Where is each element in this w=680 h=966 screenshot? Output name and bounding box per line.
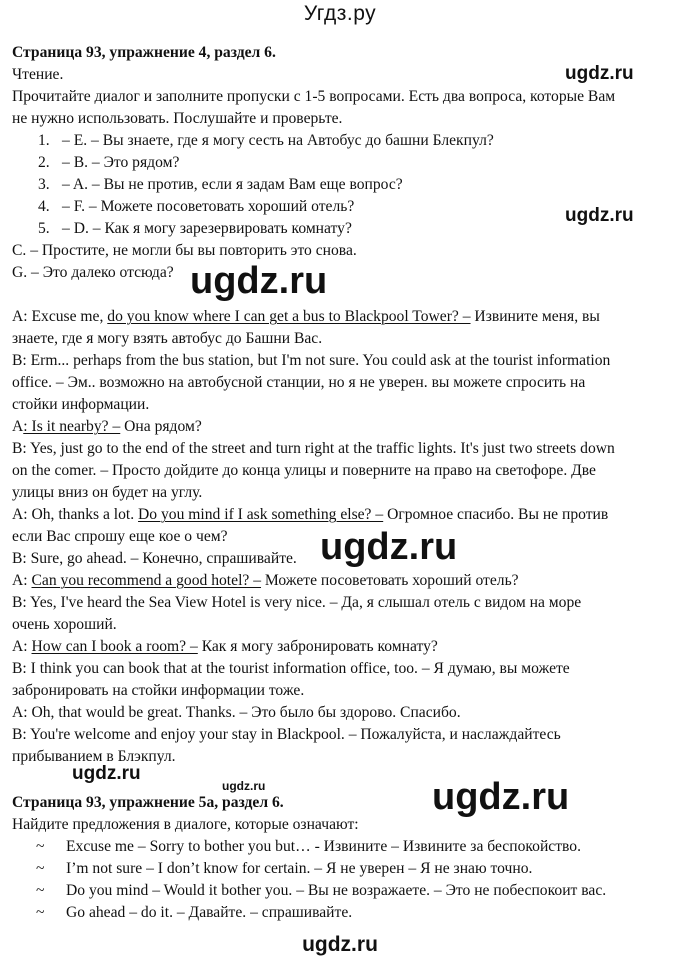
dialog-line: on the comer. – Просто дойдите до конца улицы и поверните на право на светофоре. Две (12, 462, 596, 479)
tilde-bullet-icon: ~ (36, 860, 45, 877)
dialog-speaker-text: A: (12, 572, 32, 589)
bullet-item (36, 904, 352, 921)
tilde-bullet-icon: ~ (36, 838, 45, 855)
dialog-line: забронировать на стойки информации тоже. (12, 682, 305, 699)
dialog-translation: Как я могу забронировать комнату? (197, 638, 438, 655)
bullet-item (36, 838, 581, 855)
list-item-text: – B. – Это рядом? (62, 154, 180, 171)
site-footer: ugdz.ru (302, 933, 378, 956)
dialog-speaker-text: A: (12, 638, 32, 655)
extra-question-g: G. – Это далеко отсюда? (12, 264, 174, 281)
dialog-translation: Огромное спасибо. Вы не против (383, 506, 609, 523)
bullet-item-text: Do you mind – Would it bother you. – Вы не возражаете. – Это не побеспокоит вас. (66, 882, 607, 899)
dialog-line: office. – Эм.. возможно на автобусной станции, но я не уверен. вы можете спросить на (12, 374, 586, 391)
dialog-speaker-text: A: Excuse me, (12, 308, 108, 325)
dialog-answer-underlined: How can I book a room? – (31, 638, 198, 655)
list-item-text: – D. – Как я могу зарезервировать комнату? (62, 220, 352, 237)
list-item-text: – A. – Вы не против, если я задам Вам еще вопрос? (62, 176, 403, 193)
bullet-item-text: Excuse me – Sorry to bother you but… - Извините – Извините за беспокойство. (66, 838, 581, 855)
extra-question-c: C. – Простите, не могли бы вы повторить это снова. (12, 242, 357, 259)
bullet-item-text: I’m not sure – I don’t know for certain. – Я не уверен – Я не знаю точно. (66, 860, 533, 877)
list-item-number: 5. (38, 220, 50, 237)
section2-title: Страница 93, упражнение 5a, раздел 6. (12, 794, 284, 811)
dialog-line: очень хороший. (12, 616, 117, 633)
dialog-line: стойки информации. (12, 396, 150, 413)
dialog-translation: Можете посоветовать хороший отель? (261, 572, 519, 589)
dialog-line: прибыванием в Блэкпул. (12, 748, 176, 765)
dialog-line: B: Sure, go ahead. – Конечно, спрашивайте. (12, 550, 297, 567)
watermark: ugdz.ru (222, 779, 266, 793)
dialog-line: B: I think you can book that at the tourist information office, too. – Я думаю, вы можете (12, 660, 570, 677)
list-item (38, 220, 352, 237)
dialog-answer-underlined: Can you recommend a good hotel? – (31, 572, 262, 589)
dialog-line: A: Oh, that would be great. Thanks. – Это было бы здорово. Спасибо. (12, 704, 461, 721)
section1-title: Страница 93, упражнение 4, раздел 6. (12, 44, 276, 61)
dialog-line (12, 506, 608, 523)
dialog-answer-underlined: : Is it nearby? – (23, 418, 121, 435)
dialog-line (12, 572, 519, 589)
section1-subtitle: Чтение. (12, 66, 64, 83)
dialog-translation: Она рядом? (120, 418, 202, 435)
dialog-line: B: Yes, just go to the end of the street and turn right at the traffic lights. It's just two streets down (12, 440, 615, 457)
dialog-line (12, 418, 202, 435)
watermark: ugdz.ru (565, 205, 634, 226)
tilde-bullet-icon: ~ (36, 882, 45, 899)
dialog-line: B: Yes, I've heard the Sea View Hotel is very nice. – Да, я слышал отель с видом на море (12, 594, 582, 611)
dialog-line (12, 308, 600, 325)
watermark: ugdz.ru (432, 776, 570, 818)
watermark: ugdz.ru (320, 526, 458, 568)
list-item (38, 132, 494, 149)
dialog-speaker-text: A: Oh, thanks a lot. (12, 506, 139, 523)
list-item (38, 198, 354, 215)
dialog-line: улицы вниз он будет на углу. (12, 484, 203, 501)
site-header: Угдз.ру (303, 2, 377, 25)
dialog-line: если Вас спрошу еще кое о чем? (12, 528, 228, 545)
list-item (38, 154, 179, 171)
bullet-item-text: Go ahead – do it. – Давайте. – спрашивайте. (66, 904, 353, 921)
dialog-line (12, 638, 438, 655)
dialog-speaker-text: A (12, 418, 24, 435)
list-item-text: – E. – Вы знаете, где я могу сесть на Автобус до башни Блекпул? (62, 132, 494, 149)
dialog-answer-underlined: do you know where I can get a bus to Blackpool Tower? – (107, 308, 471, 325)
list-item-text: – F. – Можете посоветовать хороший отель? (62, 198, 355, 215)
list-item (38, 176, 403, 193)
list-item-number: 2. (38, 154, 50, 171)
watermark: ugdz.ru (72, 763, 141, 784)
section2-intro: Найдите предложения в диалоге, которые означают: (12, 816, 359, 833)
list-item-number: 1. (38, 132, 50, 149)
section1-intro-line1: Прочитайте диалог и заполните пропуски с 1-5 вопросами. Есть два вопроса, которые Вам (12, 88, 616, 105)
section1-intro-line2: не нужно использовать. Послушайте и проверьте. (12, 110, 343, 127)
bullet-item (36, 882, 606, 899)
watermark: ugdz.ru (190, 260, 328, 302)
watermark: ugdz.ru (565, 63, 634, 84)
dialog-line: B: Erm... perhaps from the bus station, but I'm not sure. You could ask at the tourist information (12, 352, 611, 369)
tilde-bullet-icon: ~ (36, 904, 45, 921)
dialog-line: знаете, где я могу взять автобус до Башни Вас. (12, 330, 323, 347)
dialog-translation: Извините меня, вы (470, 308, 600, 325)
list-item-number: 3. (38, 176, 50, 193)
dialog-answer-underlined: Do you mind if I ask something else? – (138, 506, 384, 523)
list-item-number: 4. (38, 198, 50, 215)
bullet-item (36, 860, 532, 877)
dialog-line: B: You're welcome and enjoy your stay in Blackpool. – Пожалуйста, и наслаждайтесь (12, 726, 561, 743)
